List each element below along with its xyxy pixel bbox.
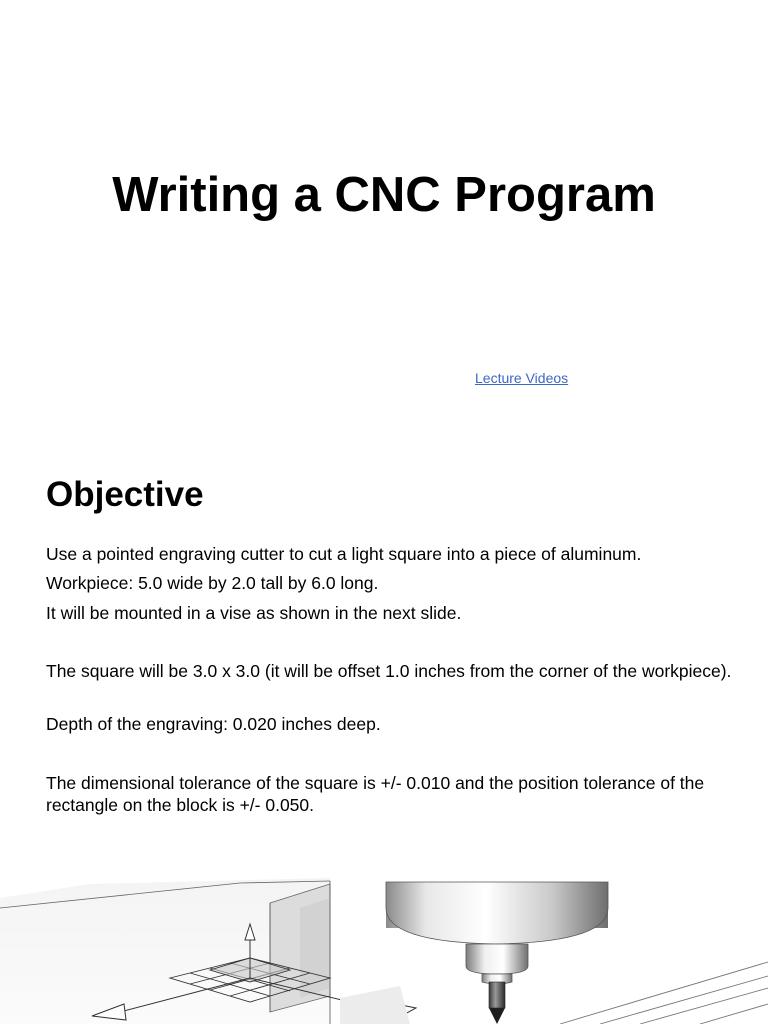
lecture-videos-link[interactable]: Lecture Videos	[475, 370, 569, 386]
objective-paragraph: Workpiece: 5.0 wide by 2.0 tall by 6.0 long.	[46, 573, 379, 593]
objective-paragraph: Depth of the engraving: 0.020 inches deep.	[46, 714, 381, 734]
objective-paragraph: The dimensional tolerance of the square is +/- 0.010 and the position tolerance of the rectangle on the block is +/- 0.050.	[46, 773, 705, 815]
slide-title: Writing a CNC Program	[112, 168, 656, 222]
cnc-setup-illustration	[0, 878, 768, 1024]
objective-paragraph: Use a pointed engraving cutter to cut a light square into a piece of aluminum.	[46, 544, 642, 564]
objective-paragraph: It will be mounted in a vise as shown in the next slide.	[46, 603, 462, 623]
objective-paragraph: The square will be 3.0 x 3.0 (it will be offset 1.0 inches from the corner of the workpiece).	[46, 661, 732, 681]
objective-heading: Objective	[46, 475, 204, 514]
